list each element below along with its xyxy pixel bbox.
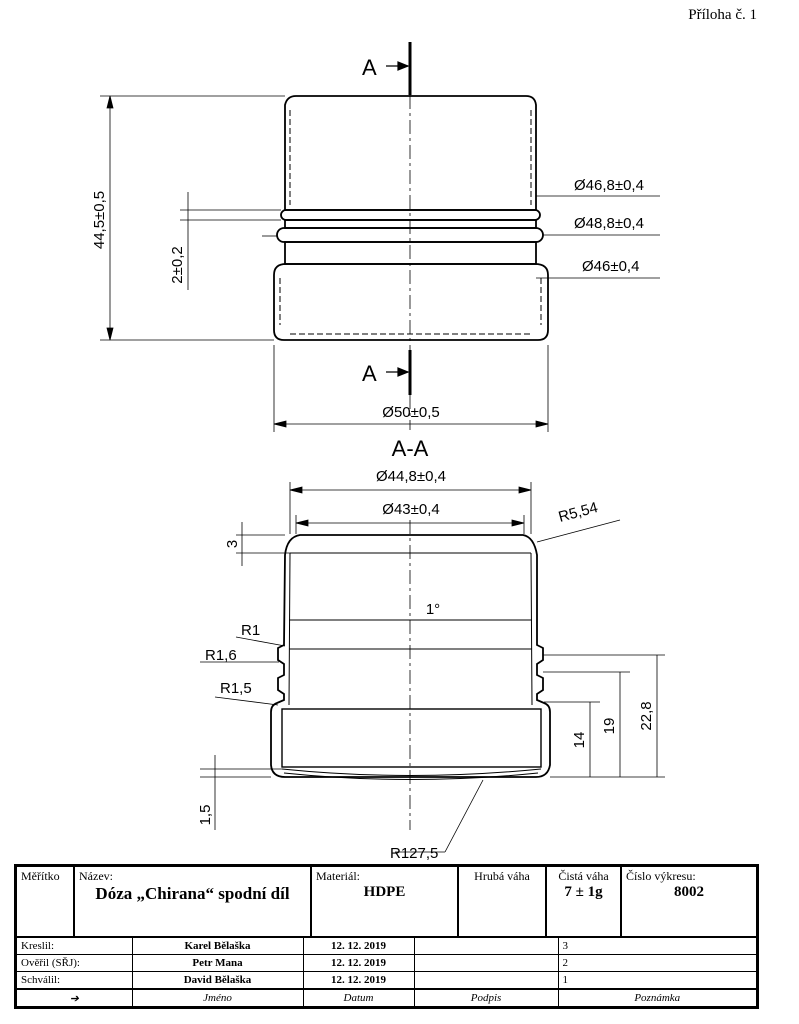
svg-text:Ø46,8±0,4: Ø46,8±0,4 [574,177,644,194]
appendix-label: Příloha č. 1 [688,7,757,23]
name-cell: Název: Dóza „Chirana“ spodní díl [75,867,312,936]
svg-text:Ø48,8±0,4: Ø48,8±0,4 [574,215,644,232]
svg-text:R5,54: R5,54 [556,499,600,526]
svg-text:14: 14 [571,731,588,749]
table-row: Kreslil: Karel Bělaška 12. 12. 2019 3 [17,938,756,955]
gross-weight-cell: Hrubá váha [459,867,547,936]
jar-side-view [274,96,548,340]
title-block [14,864,759,1009]
drawing-number-cell: Číslo výkresu: 8002 [622,867,756,936]
dims-section [197,468,665,860]
material-cell: Materiál: HDPE [312,867,459,936]
net-weight-value: 7 ± 1g [564,884,603,900]
scale-cell: Měřítko [17,867,75,936]
svg-text:Ø44,8±0,4: Ø44,8±0,4 [376,468,446,485]
svg-text:A: A [362,361,377,386]
svg-text:R1,5: R1,5 [220,680,252,697]
arrow-icon: ➔ [17,989,132,1006]
section-mark-bottom [362,350,410,395]
drawing-number: 8002 [674,884,704,900]
svg-text:Ø43±0,4: Ø43±0,4 [382,501,440,518]
table-footer: ➔ Jméno Datum Podpis Poznámka [17,989,756,1006]
svg-text:22,8: 22,8 [638,701,655,731]
jar-section-view [271,535,550,780]
svg-text:R1: R1 [241,622,261,639]
svg-text:1°: 1° [425,601,441,618]
svg-text:3: 3 [224,539,241,549]
svg-text:R127,5: R127,5 [390,845,439,860]
svg-text:2±0,2: 2±0,2 [169,246,186,284]
section-mark-top [362,42,410,95]
table-row: Ověřil (SŘJ): Petr Mana 12. 12. 2019 2 [17,955,756,972]
net-weight-cell: Čistá váha 7 ± 1g [547,867,622,936]
material-value: HDPE [363,884,406,900]
section-title: A-A [391,436,429,461]
svg-text:R1,6: R1,6 [205,647,237,664]
svg-text:Ø50±0,5: Ø50±0,5 [382,404,440,421]
svg-text:Ø46±0,4: Ø46±0,4 [582,258,640,275]
drawing-name: Dóza „Chirana“ spodní díl [95,884,290,903]
svg-text:1,5: 1,5 [197,804,214,826]
svg-text:44,5±0,5: 44,5±0,5 [91,190,108,250]
svg-text:A: A [362,55,377,80]
svg-text:19: 19 [601,717,618,735]
table-row: Schválil: David Bělaška 12. 12. 2019 1 [17,972,756,990]
approval-table [17,938,756,1006]
